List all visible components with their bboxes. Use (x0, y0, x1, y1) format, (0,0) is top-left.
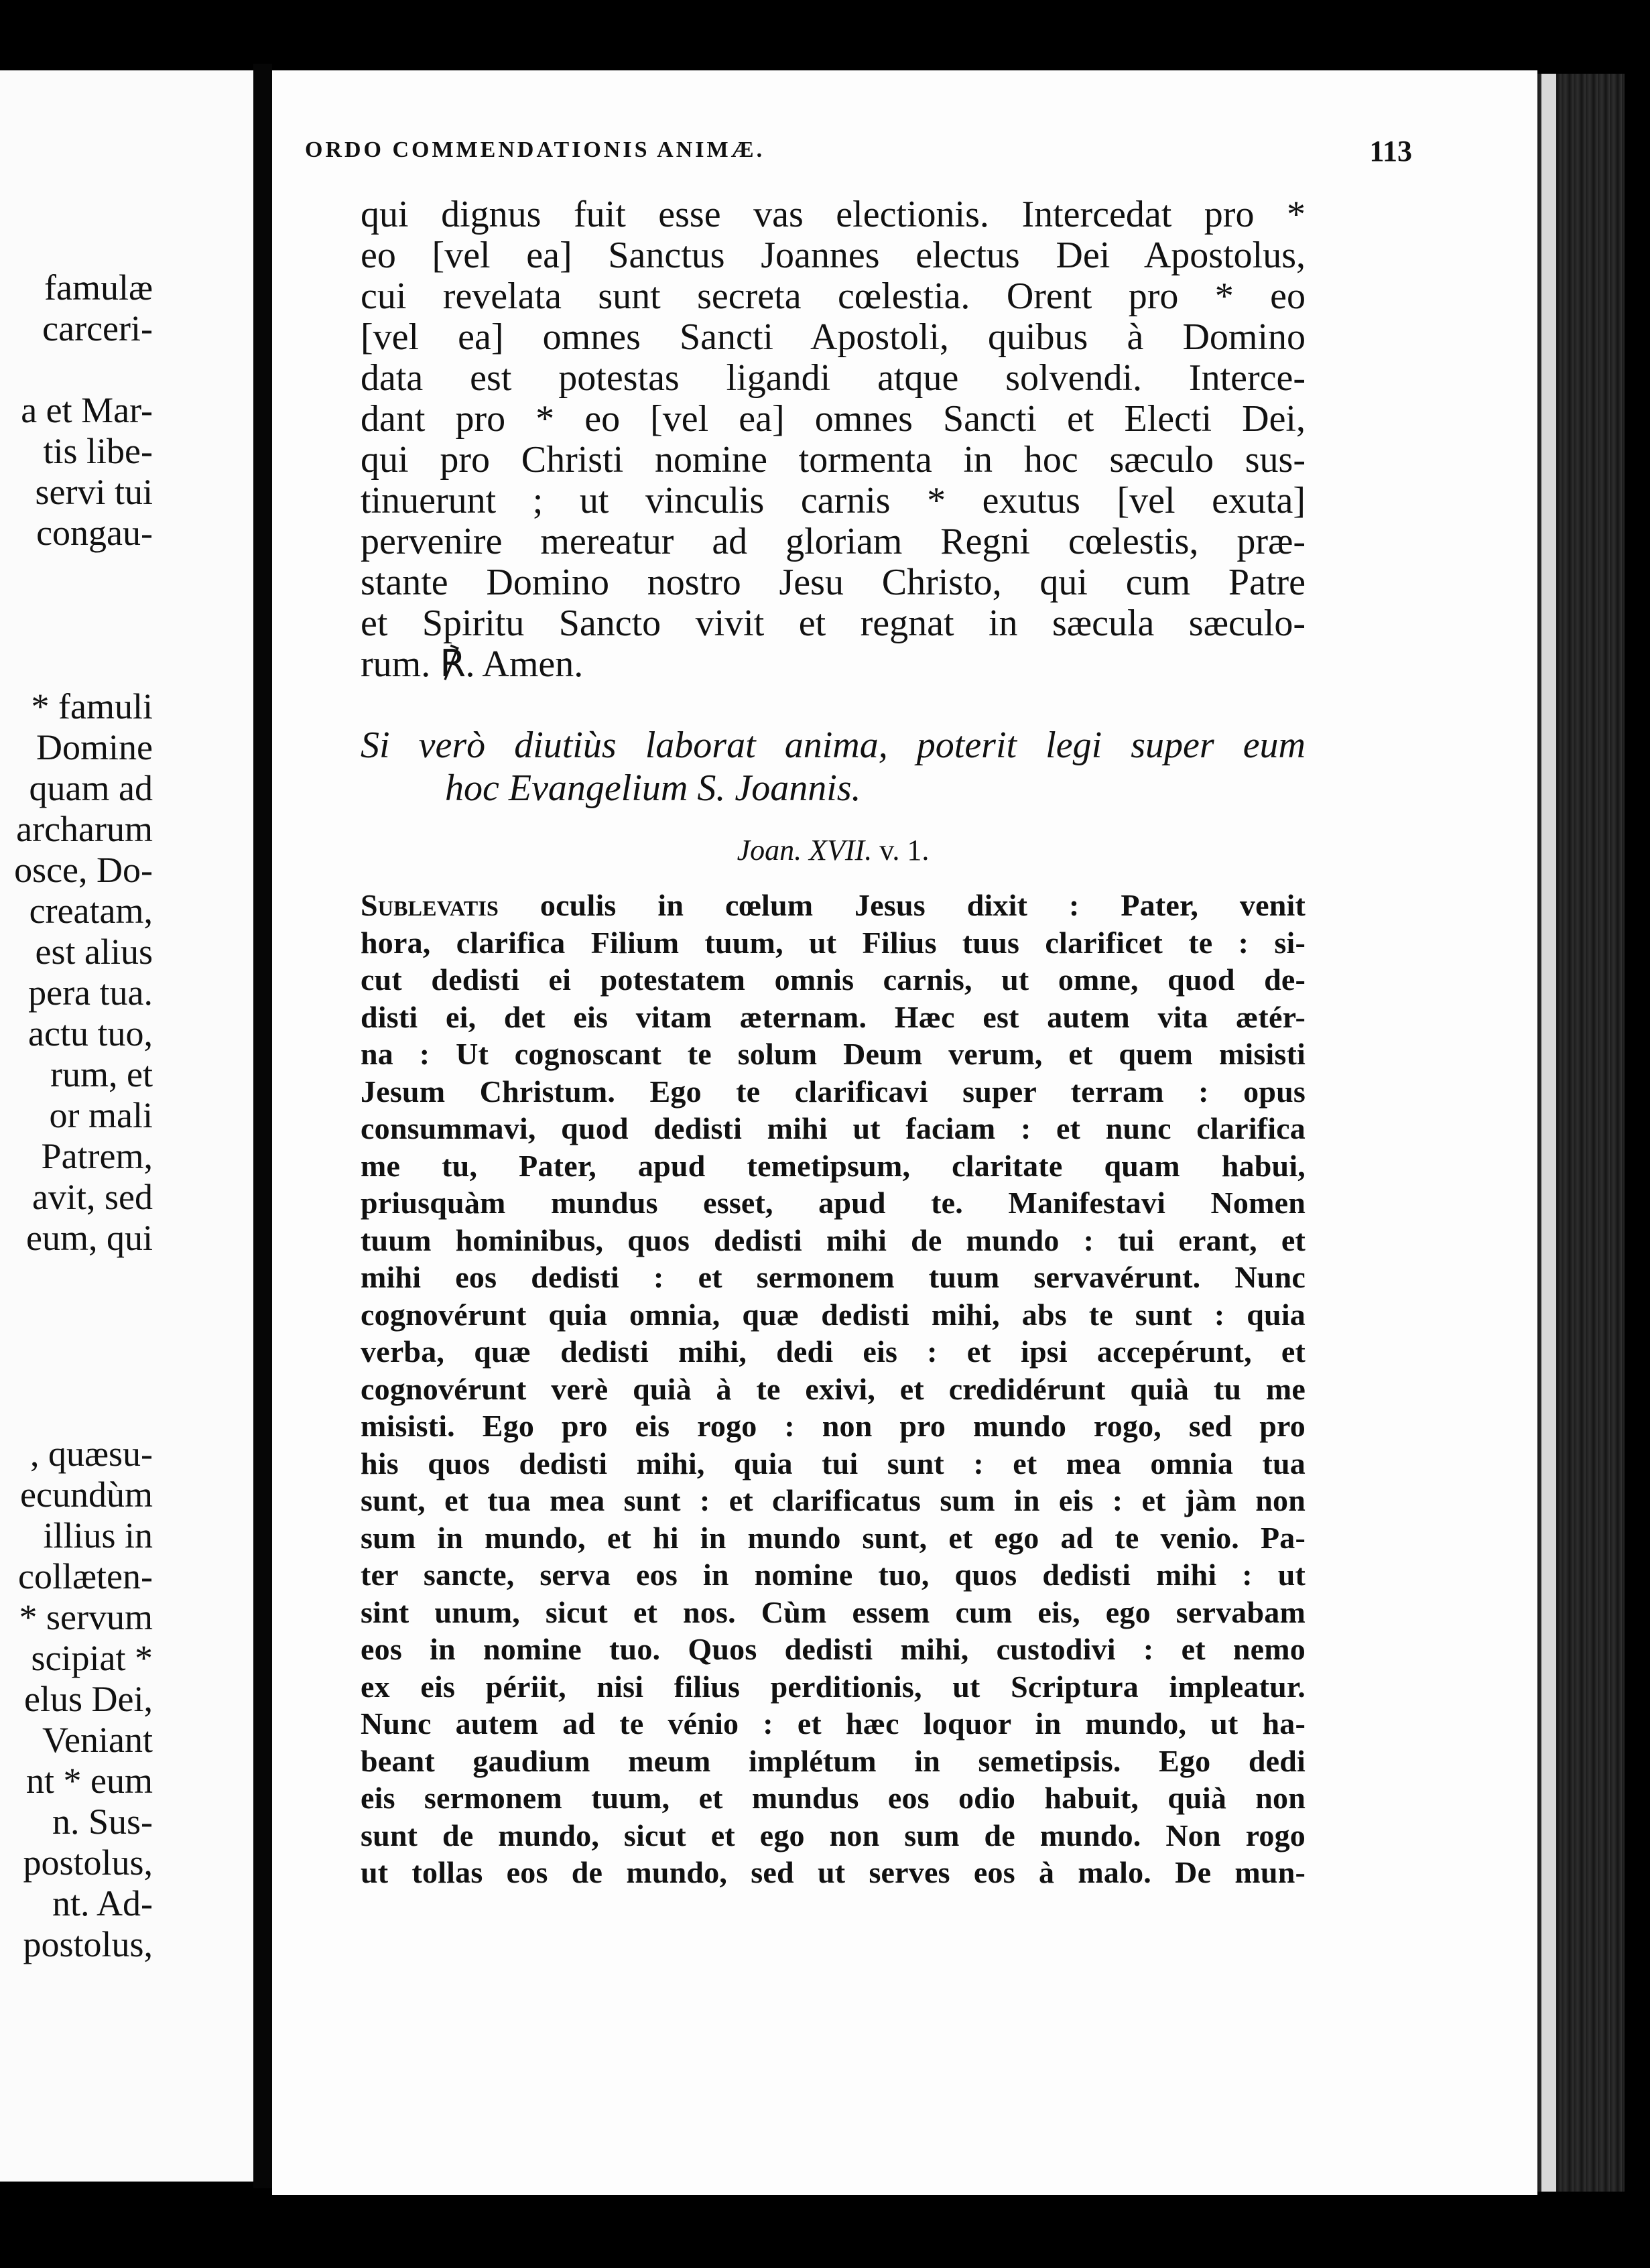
left-page-fragment: pera tua. (28, 972, 153, 1013)
gospel-line: cognovérunt verè quià à te exivi, et credidérunt quià tu me (361, 1371, 1306, 1406)
left-page (0, 70, 253, 2182)
prayer-line: pervenire mereatur ad gloriam Regni cœlestis, præ- (361, 521, 1306, 562)
gospel-line: eis sermonem tuum, et mundus eos odio habuit, quià non (361, 1781, 1306, 1815)
gospel-line: cognovérunt quia omnia, quæ dedisti mihi, abs te sunt : quia (361, 1297, 1306, 1332)
gospel-line: eos in nomine tuo. Quos dedisti mihi, custodivi : et nemo (361, 1632, 1306, 1666)
left-page-fragment: scipiat * (31, 1638, 153, 1678)
rubric-line-2: hoc Evangelium S. Joannis. (445, 767, 861, 809)
left-page-fragment: servi tui (35, 472, 153, 512)
gospel-line: his quos dedisti mihi, quia tui sunt : et mea omnia tua (361, 1446, 1306, 1480)
gospel-line: me tu, Pater, apud temetipsum, claritate quam habui, (361, 1148, 1306, 1183)
left-page-fragment: tis libe- (43, 431, 153, 471)
left-page-fragment: rum, et (50, 1054, 153, 1094)
gospel-line (361, 887, 1306, 925)
prayer-line: eo [vel ea] Sanctus Joannes electus Dei Apostolus, (361, 235, 1306, 276)
reference-verse: v. 1. (879, 834, 930, 867)
gospel-line: mihi eos dedisti : et sermonem tuum servavérunt. Nunc (361, 1260, 1306, 1294)
left-page-fragment: creatam, (29, 891, 153, 931)
page-edge-highlight (1541, 74, 1556, 2192)
gospel-line: consummavi, quod dedisti mihi ut faciam : et nunc clarifica (361, 1111, 1306, 1145)
gospel-first-word: Sublevatis (361, 888, 499, 922)
gospel-line: sunt, et tua mea sunt : et clarificatus sum in eis : et jàm non (361, 1483, 1306, 1517)
left-page-fragment: postolus, (23, 1842, 153, 1883)
left-page-fragment: archarum (16, 809, 153, 849)
prayer-line: rum. ℟. Amen. (361, 643, 584, 685)
rubric-line-1: Si verò diutiùs laborat anima, poterit legi super eum (361, 724, 1306, 766)
gospel-line: Nunc autem ad te vénio : et hæc loquor in mundo, ut ha- (361, 1706, 1306, 1741)
gospel-passage (361, 887, 1306, 1892)
prayer-line: qui dignus fuit esse vas electionis. Intercedat pro * (361, 194, 1306, 235)
left-page-fragment: Domine (36, 727, 153, 767)
left-page-fragment: * servum (19, 1597, 153, 1637)
gospel-line: priusquàm mundus esset, apud te. Manifestavi Nomen (361, 1186, 1306, 1220)
left-page-fragment: nt * eum (26, 1761, 153, 1801)
gospel-line: ut tollas eos de mundo, sed ut serves eos à malo. De mun- (361, 1855, 1306, 1889)
left-page-fragment: ecundùm (20, 1474, 153, 1515)
left-page-fragment: eum, qui (26, 1218, 153, 1258)
left-page-fragment: est alius (35, 932, 153, 972)
gospel-line: verba, quæ dedisti mihi, dedi eis : et ipsi accepérunt, et (361, 1334, 1306, 1369)
left-page-fragment: elus Dei, (24, 1679, 153, 1719)
prayer-paragraph (361, 194, 1306, 685)
prayer-line: [vel ea] omnes Sancti Apostoli, quibus à Domino (361, 316, 1306, 358)
prayer-line: cui revelata sunt secreta cœlestia. Orent pro * eo (361, 275, 1306, 317)
left-page-fragment: or mali (49, 1095, 153, 1135)
left-page-fragment: Veniant (42, 1720, 153, 1760)
gospel-line: sint unum, sicut et nos. Cùm essem cum eis, ego servabam (361, 1594, 1306, 1629)
left-page-fragment: Patrem, (41, 1136, 153, 1176)
gospel-line: misisti. Ego pro eis rogo : non pro mundo rogo, sed pro (361, 1409, 1306, 1443)
left-page-fragment: carceri- (42, 308, 153, 349)
gospel-line: tuum hominibus, quos dedisti mihi de mundo : tui erant, et (361, 1222, 1306, 1257)
gospel-line: ter sancte, serva eos in nomine tuo, quos dedisti mihi : ut (361, 1558, 1306, 1592)
prayer-line: dant pro * eo [vel ea] omnes Sancti et Electi Dei, (361, 398, 1306, 440)
left-page-fragment: postolus, (23, 1924, 153, 1964)
left-page-fragment: collæten- (18, 1556, 153, 1596)
gospel-line: cut dedisti ei potestatem omnis carnis, ut omne, quod de- (361, 962, 1306, 997)
left-page-fragment: congau- (36, 513, 153, 553)
gospel-line: sum in mundo, et hi in mundo sunt, et ego ad te venio. Pa- (361, 1520, 1306, 1555)
scripture-reference (361, 830, 1306, 871)
gospel-line: disti ei, det eis vitam æternam. Hæc est autem vita ætér- (361, 999, 1306, 1034)
left-page-fragment: * famuli (31, 686, 153, 727)
gospel-line: na : Ut cognoscant te solum Deum verum, et quem misisti (361, 1037, 1306, 1071)
gospel-line: beant gaudium meum implétum in semetipsis. Ego dedi (361, 1743, 1306, 1778)
left-page-fragment: a et Mar- (21, 390, 153, 430)
book-gutter (253, 64, 272, 2188)
left-page-fragment: actu tuo, (28, 1013, 153, 1054)
left-page-fragment: illius in (43, 1515, 153, 1556)
running-head: ORDO COMMENDATIONIS ANIMÆ. (305, 137, 765, 162)
gospel-line: hora, clarifica Filium tuum, ut Filius tuus clarificet te : si- (361, 925, 1306, 960)
gospel-line: ex eis périit, nisi filius perditionis, ut Scriptura impleatur. (361, 1669, 1306, 1704)
left-page-fragment: n. Sus- (52, 1802, 153, 1842)
left-page-fragment: quam ad (29, 768, 153, 808)
reference-book: Joan. XVII. (737, 834, 873, 867)
main-text (361, 194, 1306, 1892)
page-number: 113 (1369, 135, 1412, 168)
left-page-fragment: nt. Ad- (52, 1883, 153, 1924)
gospel-first-line-rest: oculis in cœlum Jesus dixit : Pater, venit (499, 888, 1306, 922)
left-page-fragment: famulæ (44, 267, 153, 308)
left-page-fragment: avit, sed (32, 1177, 153, 1217)
prayer-line: qui pro Christi nomine tormenta in hoc sæculo sus- (361, 439, 1306, 481)
prayer-line: et Spiritu Sancto vivit et regnat in sæcula sæculo- (361, 603, 1306, 644)
prayer-line: data est potestas ligandi atque solvendi. Interce- (361, 357, 1306, 399)
gospel-line: sunt de mundo, sicut et ego non sum de mundo. Non rogo (361, 1818, 1306, 1852)
prayer-line: tinuerunt ; ut vinculis carnis * exutus [vel exuta] (361, 480, 1306, 521)
left-page-fragment: osce, Do- (14, 850, 153, 890)
prayer-line: stante Domino nostro Jesu Christo, qui cum Patre (361, 562, 1306, 603)
gospel-line: Jesum Christum. Ego te clarificavi super terram : opus (361, 1074, 1306, 1109)
left-page-fragment: , quæsu- (29, 1434, 153, 1474)
